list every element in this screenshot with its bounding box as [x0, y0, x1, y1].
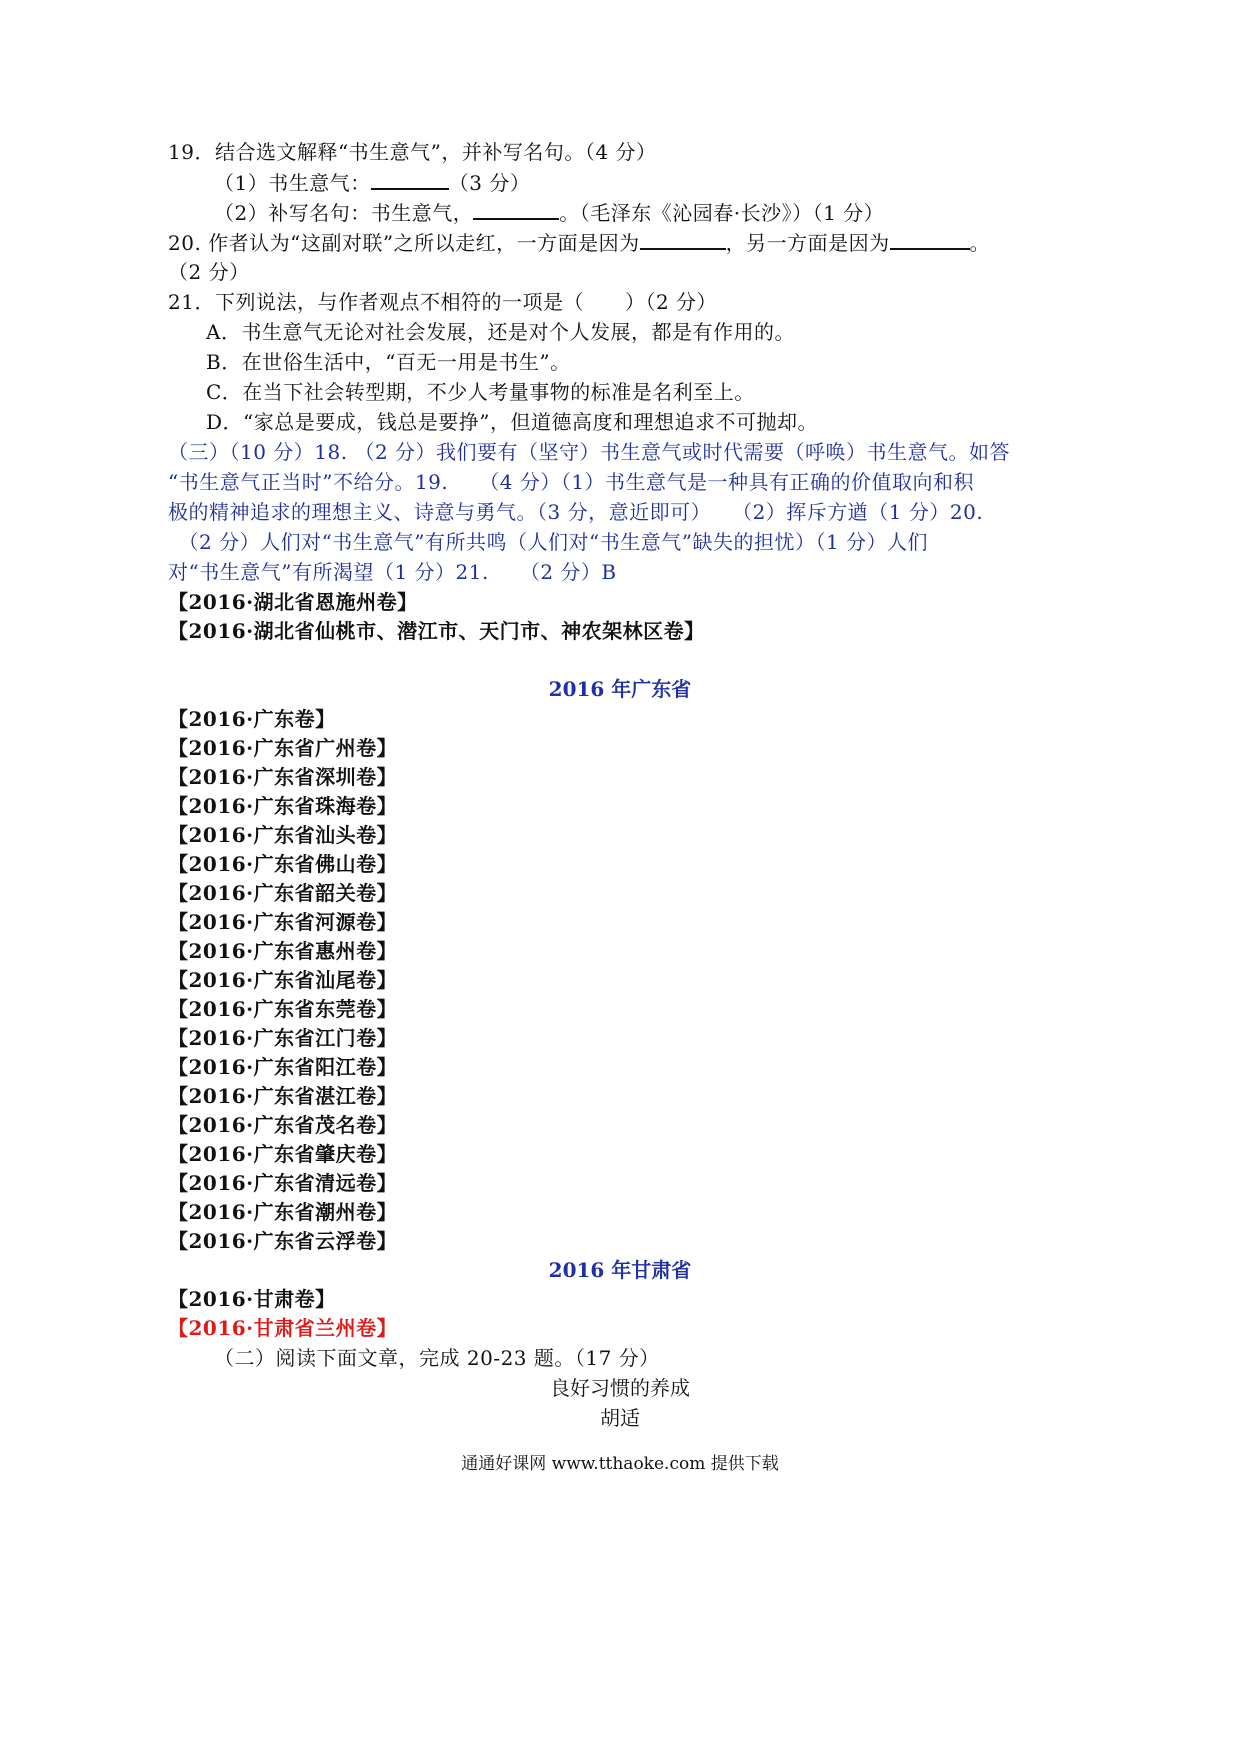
exam-header: 【2016·甘肃卷】 — [168, 1287, 336, 1311]
q19-part1 — [214, 166, 530, 199]
exam-header: 【2016·广东卷】 — [168, 707, 336, 731]
q19-part1-label: （1）书生意气： — [214, 171, 371, 195]
exam-header: 【2016·广东省深圳卷】 — [168, 765, 398, 789]
q20-middle: ，另一方面是因为 — [725, 231, 890, 255]
q19-part2-label: （2）补写名句：书生意气， — [214, 201, 474, 225]
article-author: 胡适 — [600, 1406, 640, 1430]
section-title-gansu: 2016 年甘肃省 — [548, 1258, 692, 1282]
exam-header: 【2016·广东省珠海卷】 — [168, 794, 398, 818]
q19-part2 — [214, 196, 884, 229]
exam-header-highlighted: 【2016·甘肃省兰州卷】 — [168, 1316, 398, 1340]
section-title-guangdong: 2016 年广东省 — [548, 677, 692, 701]
answer-line: 对“书生意气”有所渴望（1 分）21. （2 分）B — [168, 560, 617, 584]
answer-blank — [371, 166, 449, 190]
q19-stem: 19．结合选文解释“书生意气”，并补写名句。（4 分） — [168, 140, 657, 164]
answer-line: “书生意气正当时”不给分。19. （4 分）（1）书生意气是一种具有正确的价值取向和积 — [168, 470, 975, 494]
exam-header: 【2016·广东省潮州卷】 — [168, 1200, 398, 1224]
q21-stem: 21．下列说法，与作者观点不相符的一项是（ ）（2 分） — [168, 290, 718, 314]
exam-header: 【2016·广东省广州卷】 — [168, 736, 398, 760]
answer-line: 极的精神追求的理想主义、诗意与勇气。（3 分，意近即可） （2）挥斥方遒（1 分）20. — [168, 500, 984, 524]
q19-part2-source: 。（毛泽东《沁园春·长沙》）（1 分） — [559, 201, 885, 225]
q21-option-c: C．在当下社会转型期，不少人考量事物的标准是名利至上。 — [206, 380, 755, 404]
exam-header: 【2016·湖北省恩施州卷】 — [168, 590, 418, 614]
exam-header: 【2016·广东省江门卷】 — [168, 1026, 398, 1050]
q19-part1-score: （3 分） — [448, 171, 531, 195]
exam-header: 【2016·广东省云浮卷】 — [168, 1229, 398, 1253]
exam-header: 【2016·广东省佛山卷】 — [168, 852, 398, 876]
reading-intro: （二）阅读下面文章，完成 20-23 题。（17 分） — [214, 1346, 660, 1370]
exam-header: 【2016·广东省茂名卷】 — [168, 1113, 398, 1137]
q21-option-b: B．在世俗生活中，“百无一用是书生”。 — [206, 350, 571, 374]
exam-header: 【2016·广东省河源卷】 — [168, 910, 398, 934]
article-title: 良好习惯的养成 — [550, 1376, 690, 1400]
exam-header: 【2016·广东省东莞卷】 — [168, 997, 398, 1021]
exam-header: 【2016·湖北省仙桃市、潜江市、天门市、神农架林区卷】 — [168, 619, 705, 643]
q20-prefix: 20. 作者认为“这副对联”之所以走红，一方面是因为 — [168, 231, 640, 255]
q20-stem — [168, 226, 990, 259]
answer-blank — [890, 226, 970, 250]
exam-header: 【2016·广东省湛江卷】 — [168, 1084, 398, 1108]
answer-blank — [640, 226, 726, 250]
q20-suffix: 。 — [969, 231, 991, 255]
exam-header: 【2016·广东省阳江卷】 — [168, 1055, 398, 1079]
page-footer: 通通好课网 www.tthaoke.com 提供下载 — [461, 1454, 779, 1474]
answer-line: （2 分）人们对“书生意气”有所共鸣（人们对“书生意气”缺失的担忧）（1 分）人们 — [168, 530, 929, 554]
exam-header: 【2016·广东省韶关卷】 — [168, 881, 398, 905]
exam-header: 【2016·广东省汕尾卷】 — [168, 968, 398, 992]
exam-header: 【2016·广东省肇庆卷】 — [168, 1142, 398, 1166]
exam-header: 【2016·广东省惠州卷】 — [168, 939, 398, 963]
answer-line: （三）（10 分）18. （2 分）我们要有（坚守）书生意气或时代需要（呼唤）书生意气。如答 — [168, 440, 1011, 464]
answer-blank — [473, 196, 559, 220]
exam-header: 【2016·广东省汕头卷】 — [168, 823, 398, 847]
exam-header: 【2016·广东省清远卷】 — [168, 1171, 398, 1195]
q21-option-d: D．“家总是要成，钱总是要挣”，但道德高度和理想追求不可抛却。 — [206, 410, 818, 434]
q21-option-a: A．书生意气无论对社会发展，还是对个人发展，都是有作用的。 — [206, 320, 795, 344]
q20-score: （2 分） — [168, 260, 250, 284]
